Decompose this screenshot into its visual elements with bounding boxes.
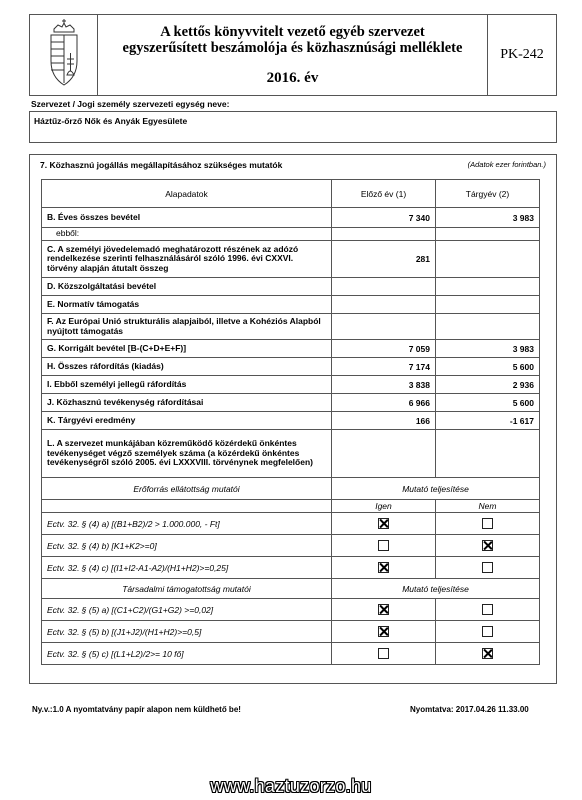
table-row bbox=[42, 228, 540, 241]
row-prev-value bbox=[332, 314, 436, 340]
support-indicators-header: Társadalmi támogatottság mutatói bbox=[42, 579, 332, 599]
row-curr-value bbox=[436, 241, 540, 278]
yes-checkbox[interactable] bbox=[378, 518, 389, 529]
yes-no-header-row bbox=[42, 500, 540, 513]
no-cell bbox=[436, 643, 540, 665]
yes-checkbox[interactable] bbox=[378, 604, 389, 615]
row-label: B. Éves összes bevétel bbox=[42, 208, 332, 228]
yes-checkbox[interactable] bbox=[378, 626, 389, 637]
row-label: I. Ebből személyi jellegű ráfordítás bbox=[42, 376, 332, 394]
row-prev-value: 281 bbox=[332, 241, 436, 278]
table-row bbox=[42, 358, 540, 376]
indicator-row bbox=[42, 643, 540, 665]
spacer-cell bbox=[42, 500, 332, 513]
no-cell bbox=[436, 557, 540, 579]
fulfillment-header: Mutató teljesítése bbox=[332, 478, 540, 500]
resource-indicators-header: Erőforrás ellátottság mutatói bbox=[42, 478, 332, 500]
no-checkbox[interactable] bbox=[482, 518, 493, 529]
col-header-base: Alapadatok bbox=[42, 180, 332, 208]
section-title: 7. Közhasznú jogállás megállapításához szükséges mutatók bbox=[40, 160, 283, 170]
section-note: (Adatok ezer forintban.) bbox=[467, 160, 546, 169]
table-row bbox=[42, 430, 540, 478]
yes-header: Igen bbox=[332, 500, 436, 513]
yes-cell bbox=[332, 557, 436, 579]
table-row bbox=[42, 314, 540, 340]
table-row bbox=[42, 376, 540, 394]
website-watermark: www.haztuzorzo.hu bbox=[210, 776, 372, 796]
row-label: K. Tárgyévi eredmény bbox=[42, 412, 332, 430]
form-header bbox=[29, 14, 557, 96]
no-cell bbox=[436, 513, 540, 535]
table-row bbox=[42, 340, 540, 358]
indicator-label: Ectv. 32. § (4) a) [(B1+B2)/2 > 1.000.000, - Ft] bbox=[42, 513, 332, 535]
table-row bbox=[42, 278, 540, 296]
form-title-line1: A kettős könyvvitelt vezető egyéb szervezet bbox=[160, 24, 425, 40]
no-cell bbox=[436, 621, 540, 643]
row-label: D. Közszolgáltatási bevétel bbox=[42, 278, 332, 296]
row-prev-value bbox=[332, 296, 436, 314]
form-year: 2016. év bbox=[266, 70, 319, 86]
no-checkbox[interactable] bbox=[482, 562, 493, 573]
indicator-row bbox=[42, 513, 540, 535]
row-prev-value bbox=[332, 278, 436, 296]
row-curr-value bbox=[436, 278, 540, 296]
form-code: PK-242 bbox=[500, 47, 544, 62]
yes-cell bbox=[332, 535, 436, 557]
yes-cell bbox=[332, 621, 436, 643]
row-curr-value bbox=[436, 430, 540, 478]
row-curr-value bbox=[436, 228, 540, 241]
indicator-label: Ectv. 32. § (4) b) [K1+K2>=0] bbox=[42, 535, 332, 557]
row-curr-value: 3 983 bbox=[436, 208, 540, 228]
no-checkbox[interactable] bbox=[482, 540, 493, 551]
coat-of-arms-icon bbox=[30, 15, 98, 95]
row-prev-value bbox=[332, 430, 436, 478]
footer-version-note: Ny.v.:1.0 A nyomtatvány papír alapon nem küldhető be! bbox=[32, 705, 241, 714]
resource-header-row bbox=[42, 478, 540, 500]
indicator-row bbox=[42, 599, 540, 621]
no-checkbox[interactable] bbox=[482, 626, 493, 637]
indicators-table bbox=[41, 179, 540, 665]
row-prev-value: 7 059 bbox=[332, 340, 436, 358]
yes-cell bbox=[332, 599, 436, 621]
row-curr-value bbox=[436, 296, 540, 314]
yes-cell bbox=[332, 643, 436, 665]
row-prev-value: 6 966 bbox=[332, 394, 436, 412]
row-label: L. A szervezet munkájában közreműködő közérdekű önkéntes tevékenységet végző személyek száma (a közérdekű önkéntes tevékenységről szóló 2005. évi LXXXVIII. törvénynek megfelelően) bbox=[42, 430, 332, 478]
row-curr-value: 3 983 bbox=[436, 340, 540, 358]
yes-checkbox[interactable] bbox=[378, 562, 389, 573]
row-curr-value: 5 600 bbox=[436, 394, 540, 412]
row-label: ebből: bbox=[42, 228, 332, 241]
indicators-section bbox=[29, 154, 557, 684]
indicator-row bbox=[42, 621, 540, 643]
row-label: G. Korrigált bevétel [B-(C+D+E+F)] bbox=[42, 340, 332, 358]
row-prev-value: 3 838 bbox=[332, 376, 436, 394]
row-label: E. Normatív támogatás bbox=[42, 296, 332, 314]
no-checkbox[interactable] bbox=[482, 604, 493, 615]
no-cell bbox=[436, 535, 540, 557]
row-prev-value: 7 340 bbox=[332, 208, 436, 228]
row-prev-value: 7 174 bbox=[332, 358, 436, 376]
indicator-row bbox=[42, 557, 540, 579]
indicator-label: Ectv. 32. § (4) c) [(I1+I2-A1-A2)/(H1+H2)>=0,25] bbox=[42, 557, 332, 579]
indicator-label: Ectv. 32. § (5) a) [(C1+C2)/(G1+G2) >=0,02] bbox=[42, 599, 332, 621]
table-row bbox=[42, 208, 540, 228]
table-header-row bbox=[42, 180, 540, 208]
indicator-row bbox=[42, 535, 540, 557]
form-title-line2: egyszerűsített beszámolója és közhasznúsági melléklete bbox=[122, 40, 463, 56]
row-curr-value: 5 600 bbox=[436, 358, 540, 376]
table-row bbox=[42, 241, 540, 278]
organization-field bbox=[29, 111, 557, 143]
table-row bbox=[42, 394, 540, 412]
table-row bbox=[42, 296, 540, 314]
row-curr-value: -1 617 bbox=[436, 412, 540, 430]
col-header-prev: Előző év (1) bbox=[332, 180, 436, 208]
row-label: J. Közhasznú tevékenység ráfordításai bbox=[42, 394, 332, 412]
row-label: H. Összes ráfordítás (kiadás) bbox=[42, 358, 332, 376]
organization-label: Szervezet / Jogi személy szervezeti egység neve: bbox=[31, 99, 230, 109]
footer-print-date: Nyomtatva: 2017.04.26 11.33.00 bbox=[410, 705, 529, 714]
no-header: Nem bbox=[436, 500, 540, 513]
organization-name: Háztűz-őrző Nők és Anyák Egyesülete bbox=[34, 116, 188, 126]
form-title bbox=[98, 15, 488, 95]
row-label: C. A személyi jövedelemadó meghatározott részének az adózó rendelkezése szerinti felhasználásáról szóló 1996. évi CXXVI. törvény alapján átutalt összeg bbox=[42, 241, 332, 278]
row-curr-value bbox=[436, 314, 540, 340]
col-header-curr: Tárgyév (2) bbox=[436, 180, 540, 208]
table-row bbox=[42, 412, 540, 430]
row-prev-value: 166 bbox=[332, 412, 436, 430]
row-prev-value bbox=[332, 228, 436, 241]
no-cell bbox=[436, 599, 540, 621]
row-curr-value: 2 936 bbox=[436, 376, 540, 394]
support-header-row bbox=[42, 579, 540, 599]
yes-checkbox[interactable] bbox=[378, 648, 389, 659]
yes-checkbox[interactable] bbox=[378, 540, 389, 551]
no-checkbox[interactable] bbox=[482, 648, 493, 659]
indicator-label: Ectv. 32. § (5) b) [(J1+J2)/(H1+H2)>=0,5] bbox=[42, 621, 332, 643]
row-label: F. Az Európai Unió strukturális alapjaiból, illetve a Kohéziós Alapból nyújtott támogatás bbox=[42, 314, 332, 340]
fulfillment-header: Mutató teljesítése bbox=[332, 579, 540, 599]
yes-cell bbox=[332, 513, 436, 535]
indicator-label: Ectv. 32. § (5) c) [(L1+L2)/2>= 10 fő] bbox=[42, 643, 332, 665]
